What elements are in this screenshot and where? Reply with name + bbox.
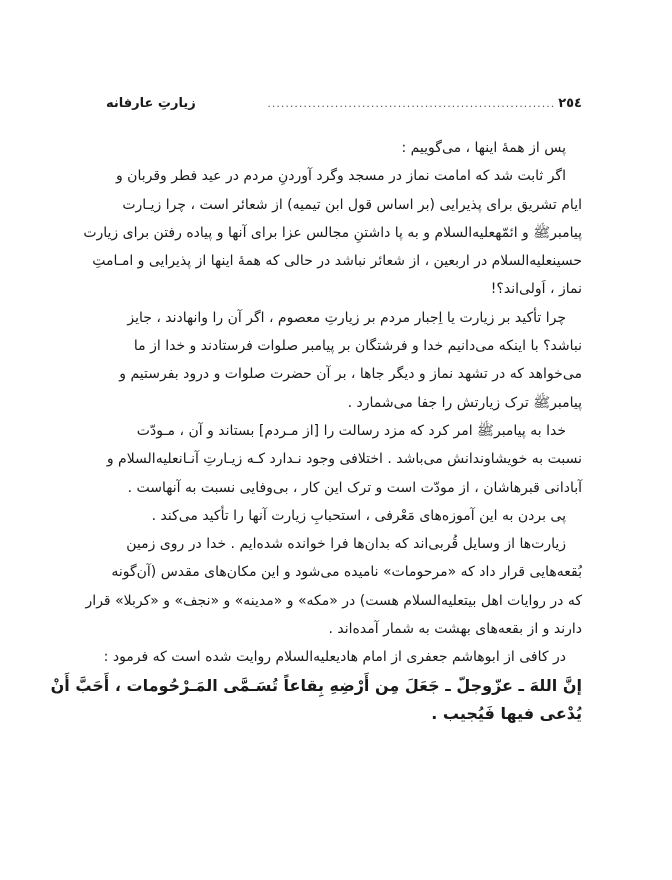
text-line: پی بردن به این آموزه‌های مَعْرفی ، استحبابِ زیارت آنها را تأکید می‌کند . xyxy=(151,507,566,524)
text-line: می‌خواهد که در تشهد نماز و دیگر جاها ، بر آن حضرت صلوات و درود بفرستیم و xyxy=(119,366,582,383)
text-line: نباشد؟ با اینکه می‌دانیم خدا و فرشتگان بر پیامبر صلوات فرستادند و خدا از ما xyxy=(133,338,582,355)
text-line: که در روایات اهل بیتعليه‌السلام هست) در «مکه» و «مدینه» و «نجف» و «کربلا» قرار xyxy=(85,592,582,609)
text-line: چرا تأکید بر زیارت یا اِجبار مردم بر زیارتِ معصوم ، اگر آن را وانهادند ، جایز xyxy=(127,309,566,326)
text-line: پیامبرﷺ ترک زیارتش را جفا می‌شمارد . xyxy=(347,394,582,411)
text-line: نماز ، اَولی‌اند؟! xyxy=(490,281,582,298)
text-line: دارند و از بقعه‌های بهشت به شمار آمده‌اند . xyxy=(328,621,582,638)
text-line: در کافی از ابوهاشم جعفری از امام هادیعليه‌السلام روایت شده است که فرمود : xyxy=(103,649,566,666)
text-line: پیامبرﷺ و ائمّهعليه‌السلام و به پا داشتنِ مجالس عزا برای آنها و پیاده رفتن برای زیارت xyxy=(83,224,582,241)
text-line: آبادانی قبرهاشان ، از مودّت است و ترک این کار ، بی‌وفایی نسبت به آنهاست . xyxy=(127,479,582,496)
text-line: خدا به پیامبرﷺ امر کرد که مزد رسالت را [از مـردم] بستاند و آن ، مـودّت xyxy=(136,422,566,439)
page-body xyxy=(50,134,582,728)
running-title: زیارتِ عارفانه xyxy=(106,95,196,111)
header-leader-dots: ................................................................ xyxy=(267,96,556,110)
hadith-quote-line: إنَّ اللهَ ـ عزّوجلّ ـ جَعَلَ مِن أَرْضِهِ بِقاعاً تُسَـمَّى المَـرْحُومات ، أَحَبَّ أَنْ xyxy=(50,675,582,695)
text-line: بُقعه‌هایی قرار داد که «مرحومات» نامیده می‌شود و این مکان‌های مقدس (آن‌گونه xyxy=(111,564,582,581)
text-line: اگر ثابت شد که امامت نماز در مسجد وگرد آوردنِ مردم در عید فطر وقربان و xyxy=(115,168,566,185)
text-line: ایام تشریق برای پذیرایی (بر اساس قول ابن تیمیه) از شعائر است ، چرا زیـارت xyxy=(122,196,582,213)
text-line: پس از همهٔ اینها ، می‌گوییم : xyxy=(401,140,566,156)
hadith-quote-line: يُدْعى فيها فَيُجيب . xyxy=(431,703,582,723)
text-line: حسینعليه‌السلام در اربعین ، از شعائر نباشد در حالی که همهٔ اینها از پذیرایی و امـامتِ xyxy=(92,253,582,270)
text-line: زیارت‌ها از وسایل قُربی‌اند که بدان‌ها فرا خوانده شده‌ایم . خدا در روی زمین xyxy=(126,536,566,553)
page-header xyxy=(106,92,582,114)
text-line: نسبت به خویشاوندانش می‌باشد . اختلافی وجود نـدارد کـه زیـارتِ آنـانعليه‌السلام و xyxy=(106,451,582,468)
page-number: ٢٥٤ xyxy=(558,95,582,111)
